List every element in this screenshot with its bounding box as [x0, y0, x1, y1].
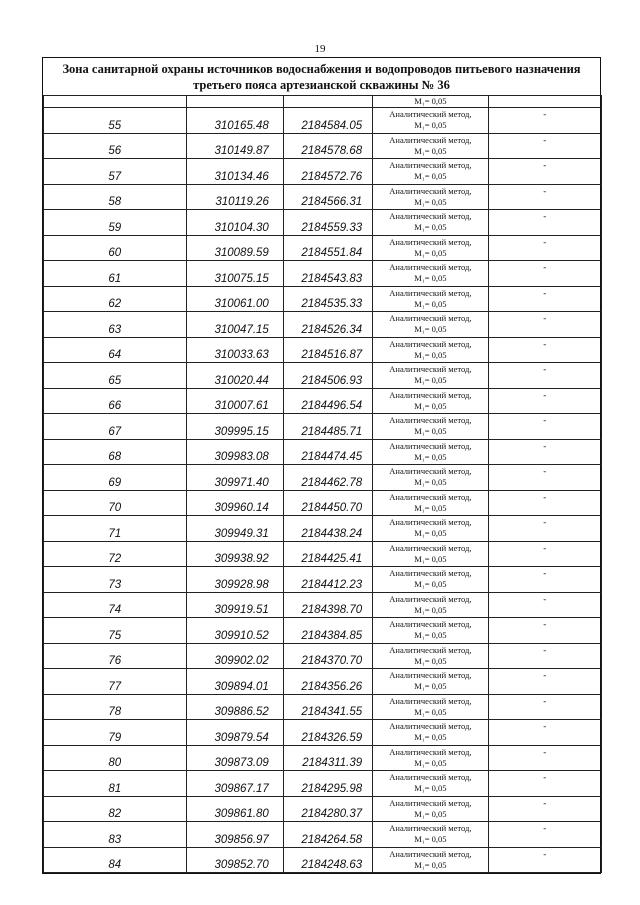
- cell-x: 309894.01: [186, 669, 283, 695]
- cell-x: 309902.02: [186, 643, 283, 669]
- method-value: M₁= 0,05: [414, 783, 447, 794]
- method-value: M₁= 0,05: [414, 808, 447, 819]
- cell-method: [373, 312, 488, 338]
- cell-x: [186, 96, 283, 108]
- table-row: [44, 465, 602, 491]
- method-value: M₁= 0,05: [414, 298, 447, 309]
- cell-y: 2184543.83: [283, 261, 372, 287]
- method-value: M₁= 0,05: [414, 757, 447, 768]
- cell-point-number: 72: [44, 541, 187, 567]
- cell-x: 310020.44: [186, 363, 283, 389]
- cell-y: 2184485.71: [283, 414, 372, 440]
- method-value: M₁= 0,05: [414, 349, 447, 360]
- table-row: [44, 669, 602, 695]
- cell-note: -: [488, 720, 601, 746]
- cell-note: -: [488, 235, 601, 261]
- cell-method: [373, 414, 488, 440]
- cell-note: -: [488, 388, 601, 414]
- method-label: Аналитический метод,: [389, 338, 472, 349]
- table-row: [44, 261, 602, 287]
- cell-x: 309983.08: [186, 439, 283, 465]
- cell-point-number: 75: [44, 618, 187, 644]
- coordinates-table-wrapper: [42, 95, 601, 874]
- cell-point-number: 74: [44, 592, 187, 618]
- method-value: M₁= 0,05: [414, 451, 447, 462]
- method-value: M₁= 0,05: [414, 502, 447, 513]
- cell-point-number: 61: [44, 261, 187, 287]
- cell-note: -: [488, 516, 601, 542]
- cell-method: [373, 286, 488, 312]
- cell-point-number: 73: [44, 567, 187, 593]
- method-label: Аналитический метод,: [389, 236, 472, 247]
- method-value: M₁= 0,05: [414, 222, 447, 233]
- method-value: M₁= 0,05: [414, 196, 447, 207]
- cell-point-number: 57: [44, 159, 187, 185]
- cell-y: 2184311.39: [283, 745, 372, 771]
- cell-point-number: 66: [44, 388, 187, 414]
- table-row: [44, 720, 602, 746]
- method-value: M₁= 0,05: [414, 324, 447, 335]
- cell-y: 2184280.37: [283, 796, 372, 822]
- cell-y: 2184248.63: [283, 847, 372, 873]
- cell-note: -: [488, 159, 601, 185]
- cell-method: [373, 184, 488, 210]
- cell-note: -: [488, 210, 601, 236]
- table-row: [44, 388, 602, 414]
- method-label: Аналитический метод,: [389, 797, 472, 808]
- cell-x: 309856.97: [186, 822, 283, 848]
- cell-method: [373, 516, 488, 542]
- cell-point-number: 55: [44, 108, 187, 134]
- table-row: [44, 796, 602, 822]
- cell-point-number: [44, 96, 187, 108]
- method-value: M₁= 0,05: [414, 579, 447, 590]
- cell-note: -: [488, 490, 601, 516]
- cell-method: [373, 720, 488, 746]
- table-row: [44, 363, 602, 389]
- cell-x: 310165.48: [186, 108, 283, 134]
- cell-method: [373, 159, 488, 185]
- cell-method: [373, 439, 488, 465]
- method-value: M₁= 0,05: [414, 273, 447, 284]
- cell-x: 309867.17: [186, 771, 283, 797]
- cell-y: 2184462.78: [283, 465, 372, 491]
- cell-note: -: [488, 618, 601, 644]
- table-row: [44, 643, 602, 669]
- method-value: M₁= 0,05: [414, 732, 447, 743]
- method-label: Аналитический метод,: [389, 695, 472, 706]
- cell-note: -: [488, 337, 601, 363]
- cell-method: [373, 133, 488, 159]
- cell-y: [283, 96, 372, 108]
- method-label: Аналитический метод,: [389, 313, 472, 324]
- cell-point-number: 78: [44, 694, 187, 720]
- cell-method: [373, 618, 488, 644]
- method-value: M₁= 0,05: [414, 655, 447, 666]
- cell-y: 2184526.34: [283, 312, 372, 338]
- method-label: Аналитический метод,: [389, 185, 472, 196]
- cell-y: 2184474.45: [283, 439, 372, 465]
- cell-method: [373, 796, 488, 822]
- table-row: [44, 439, 602, 465]
- cell-y: 2184566.31: [283, 184, 372, 210]
- cell-y: 2184450.70: [283, 490, 372, 516]
- cell-x: 310007.61: [186, 388, 283, 414]
- cell-x: 309852.70: [186, 847, 283, 873]
- cell-method: [373, 771, 488, 797]
- cell-y: 2184356.26: [283, 669, 372, 695]
- table-row: [44, 159, 602, 185]
- cell-y: 2184264.58: [283, 822, 372, 848]
- cell-y: 2184384.85: [283, 618, 372, 644]
- cell-point-number: 79: [44, 720, 187, 746]
- cell-x: 309861.80: [186, 796, 283, 822]
- cell-y: 2184412.23: [283, 567, 372, 593]
- method-value: M₁= 0,05: [414, 400, 447, 411]
- table-row: [44, 541, 602, 567]
- cell-point-number: 76: [44, 643, 187, 669]
- cell-y: 2184438.24: [283, 516, 372, 542]
- coordinates-table: [43, 95, 602, 873]
- cell-y: 2184370.70: [283, 643, 372, 669]
- method-value: M₁= 0,05: [414, 553, 447, 564]
- cell-note: [488, 96, 601, 108]
- cell-method: [373, 694, 488, 720]
- cell-method: [373, 337, 488, 363]
- cell-note: -: [488, 822, 601, 848]
- cell-method: [373, 235, 488, 261]
- method-value: M₁= 0,05: [414, 120, 447, 131]
- cell-point-number: 71: [44, 516, 187, 542]
- cell-method: [373, 669, 488, 695]
- cell-method: [373, 96, 488, 108]
- method-value: M₁= 0,05: [414, 477, 447, 488]
- cell-y: 2184559.33: [283, 210, 372, 236]
- cell-y: 2184425.41: [283, 541, 372, 567]
- cell-x: 309971.40: [186, 465, 283, 491]
- cell-point-number: 60: [44, 235, 187, 261]
- method-label: Аналитический метод,: [389, 415, 472, 426]
- method-label: Аналитический метод,: [389, 389, 472, 400]
- table-row: [44, 286, 602, 312]
- method-value: M₁= 0,05: [414, 630, 447, 641]
- table-row: [44, 618, 602, 644]
- cell-point-number: 67: [44, 414, 187, 440]
- method-value: M₁= 0,05: [414, 145, 447, 156]
- cell-note: -: [488, 286, 601, 312]
- cell-point-number: 70: [44, 490, 187, 516]
- cell-y: 2184572.76: [283, 159, 372, 185]
- cell-y: 2184535.33: [283, 286, 372, 312]
- cell-y: 2184341.55: [283, 694, 372, 720]
- cell-x: 310075.15: [186, 261, 283, 287]
- method-label: Аналитический метод,: [389, 491, 472, 502]
- method-label: Аналитический метод,: [389, 644, 472, 655]
- cell-method: [373, 388, 488, 414]
- cell-x: 309960.14: [186, 490, 283, 516]
- cell-y: 2184551.84: [283, 235, 372, 261]
- cell-x: 310033.63: [186, 337, 283, 363]
- cell-x: 309919.51: [186, 592, 283, 618]
- cell-x: 309879.54: [186, 720, 283, 746]
- cell-note: -: [488, 133, 601, 159]
- method-label: Аналитический метод,: [389, 823, 472, 834]
- table-row: [44, 490, 602, 516]
- method-label: Аналитический метод,: [389, 848, 472, 859]
- table-row: [44, 847, 602, 873]
- method-value: M₁= 0,05: [414, 604, 447, 615]
- cell-note: -: [488, 108, 601, 134]
- page-number: 19: [314, 43, 326, 55]
- method-value: M₁= 0,05: [414, 426, 447, 437]
- cell-method: [373, 847, 488, 873]
- method-label: Аналитический метод,: [389, 593, 472, 604]
- table-row: [44, 108, 602, 134]
- method-label: Аналитический метод,: [389, 466, 472, 477]
- method-label: Аналитический метод,: [389, 160, 472, 171]
- cell-point-number: 56: [44, 133, 187, 159]
- table-row: [44, 337, 602, 363]
- table-row: [44, 516, 602, 542]
- cell-x: 309995.15: [186, 414, 283, 440]
- table-row: [44, 771, 602, 797]
- cell-x: 310119.26: [186, 184, 283, 210]
- table-row: [44, 210, 602, 236]
- table-row: [44, 184, 602, 210]
- cell-point-number: 65: [44, 363, 187, 389]
- cell-method: [373, 465, 488, 491]
- cell-x: 309873.09: [186, 745, 283, 771]
- cell-note: -: [488, 261, 601, 287]
- method-label: Аналитический метод,: [389, 721, 472, 732]
- method-value: M₁= 0,05: [414, 375, 447, 386]
- cell-method: [373, 261, 488, 287]
- cell-method: [373, 567, 488, 593]
- method-label: Аналитический метод,: [389, 619, 472, 630]
- cell-x: 309949.31: [186, 516, 283, 542]
- cell-y: 2184584.05: [283, 108, 372, 134]
- table-row: [44, 414, 602, 440]
- table-row: [44, 312, 602, 338]
- method-value: M₁= 0,05: [414, 859, 447, 870]
- method-value: M₁= 0,05: [414, 247, 447, 258]
- method-value: M₁= 0,05: [414, 96, 447, 106]
- cell-x: 310089.59: [186, 235, 283, 261]
- method-label: Аналитический метод,: [389, 542, 472, 553]
- cell-point-number: 58: [44, 184, 187, 210]
- cell-x: 309938.92: [186, 541, 283, 567]
- cell-point-number: 84: [44, 847, 187, 873]
- cell-note: -: [488, 184, 601, 210]
- cell-point-number: 83: [44, 822, 187, 848]
- table-header: [42, 57, 601, 95]
- cell-point-number: 63: [44, 312, 187, 338]
- table-row: [44, 235, 602, 261]
- cell-y: 2184496.54: [283, 388, 372, 414]
- cell-y: 2184326.59: [283, 720, 372, 746]
- cell-y: 2184578.68: [283, 133, 372, 159]
- cell-y: 2184398.70: [283, 592, 372, 618]
- cell-method: [373, 210, 488, 236]
- cell-note: -: [488, 796, 601, 822]
- cell-point-number: 68: [44, 439, 187, 465]
- method-value: M₁= 0,05: [414, 681, 447, 692]
- method-label: Аналитический метод,: [389, 772, 472, 783]
- table-row: [44, 745, 602, 771]
- header-line-2: третьего пояса артезианской скважины № 36: [193, 78, 450, 92]
- cell-note: -: [488, 541, 601, 567]
- document-sheet: [42, 57, 601, 874]
- cell-method: [373, 108, 488, 134]
- method-value: M₁= 0,05: [414, 834, 447, 845]
- cell-y: 2184506.93: [283, 363, 372, 389]
- cell-y: 2184516.87: [283, 337, 372, 363]
- cell-method: [373, 541, 488, 567]
- cell-point-number: 81: [44, 771, 187, 797]
- cell-x: 309886.52: [186, 694, 283, 720]
- cell-note: -: [488, 414, 601, 440]
- cell-point-number: 80: [44, 745, 187, 771]
- cell-note: -: [488, 694, 601, 720]
- method-value: M₁= 0,05: [414, 171, 447, 182]
- cell-y: 2184295.98: [283, 771, 372, 797]
- cell-note: -: [488, 465, 601, 491]
- method-label: Аналитический метод,: [389, 287, 472, 298]
- table-row: [44, 567, 602, 593]
- table-row-continuation: [44, 96, 602, 108]
- cell-note: -: [488, 363, 601, 389]
- cell-method: [373, 592, 488, 618]
- cell-note: -: [488, 592, 601, 618]
- table-row: [44, 822, 602, 848]
- cell-method: [373, 490, 488, 516]
- cell-point-number: 59: [44, 210, 187, 236]
- cell-method: [373, 643, 488, 669]
- cell-note: -: [488, 312, 601, 338]
- method-label: Аналитический метод,: [389, 746, 472, 757]
- method-label: Аналитический метод,: [389, 134, 472, 145]
- cell-note: -: [488, 847, 601, 873]
- method-label: Аналитический метод,: [389, 670, 472, 681]
- method-value: M₁= 0,05: [414, 528, 447, 539]
- cell-note: -: [488, 439, 601, 465]
- header-line-1: Зона санитарной охраны источников водоснабжения и водопроводов питьевого назначения: [62, 62, 581, 76]
- cell-note: -: [488, 567, 601, 593]
- cell-method: [373, 745, 488, 771]
- cell-method: [373, 363, 488, 389]
- cell-x: 310061.00: [186, 286, 283, 312]
- cell-point-number: 64: [44, 337, 187, 363]
- cell-x: 310149.87: [186, 133, 283, 159]
- cell-x: 310047.15: [186, 312, 283, 338]
- cell-x: 309910.52: [186, 618, 283, 644]
- cell-note: -: [488, 669, 601, 695]
- cell-x: 309928.98: [186, 567, 283, 593]
- method-label: Аналитический метод,: [389, 211, 472, 222]
- cell-point-number: 77: [44, 669, 187, 695]
- table-row: [44, 133, 602, 159]
- method-label: Аналитический метод,: [389, 109, 472, 120]
- cell-note: -: [488, 771, 601, 797]
- cell-point-number: 82: [44, 796, 187, 822]
- cell-point-number: 69: [44, 465, 187, 491]
- method-label: Аналитический метод,: [389, 568, 472, 579]
- cell-point-number: 62: [44, 286, 187, 312]
- method-label: Аналитический метод,: [389, 440, 472, 451]
- cell-x: 310104.30: [186, 210, 283, 236]
- cell-note: -: [488, 745, 601, 771]
- table-row: [44, 592, 602, 618]
- method-label: Аналитический метод,: [389, 364, 472, 375]
- method-value: M₁= 0,05: [414, 706, 447, 717]
- method-label: Аналитический метод,: [389, 262, 472, 273]
- table-row: [44, 694, 602, 720]
- cell-note: -: [488, 643, 601, 669]
- cell-x: 310134.46: [186, 159, 283, 185]
- method-label: Аналитический метод,: [389, 517, 472, 528]
- cell-method: [373, 822, 488, 848]
